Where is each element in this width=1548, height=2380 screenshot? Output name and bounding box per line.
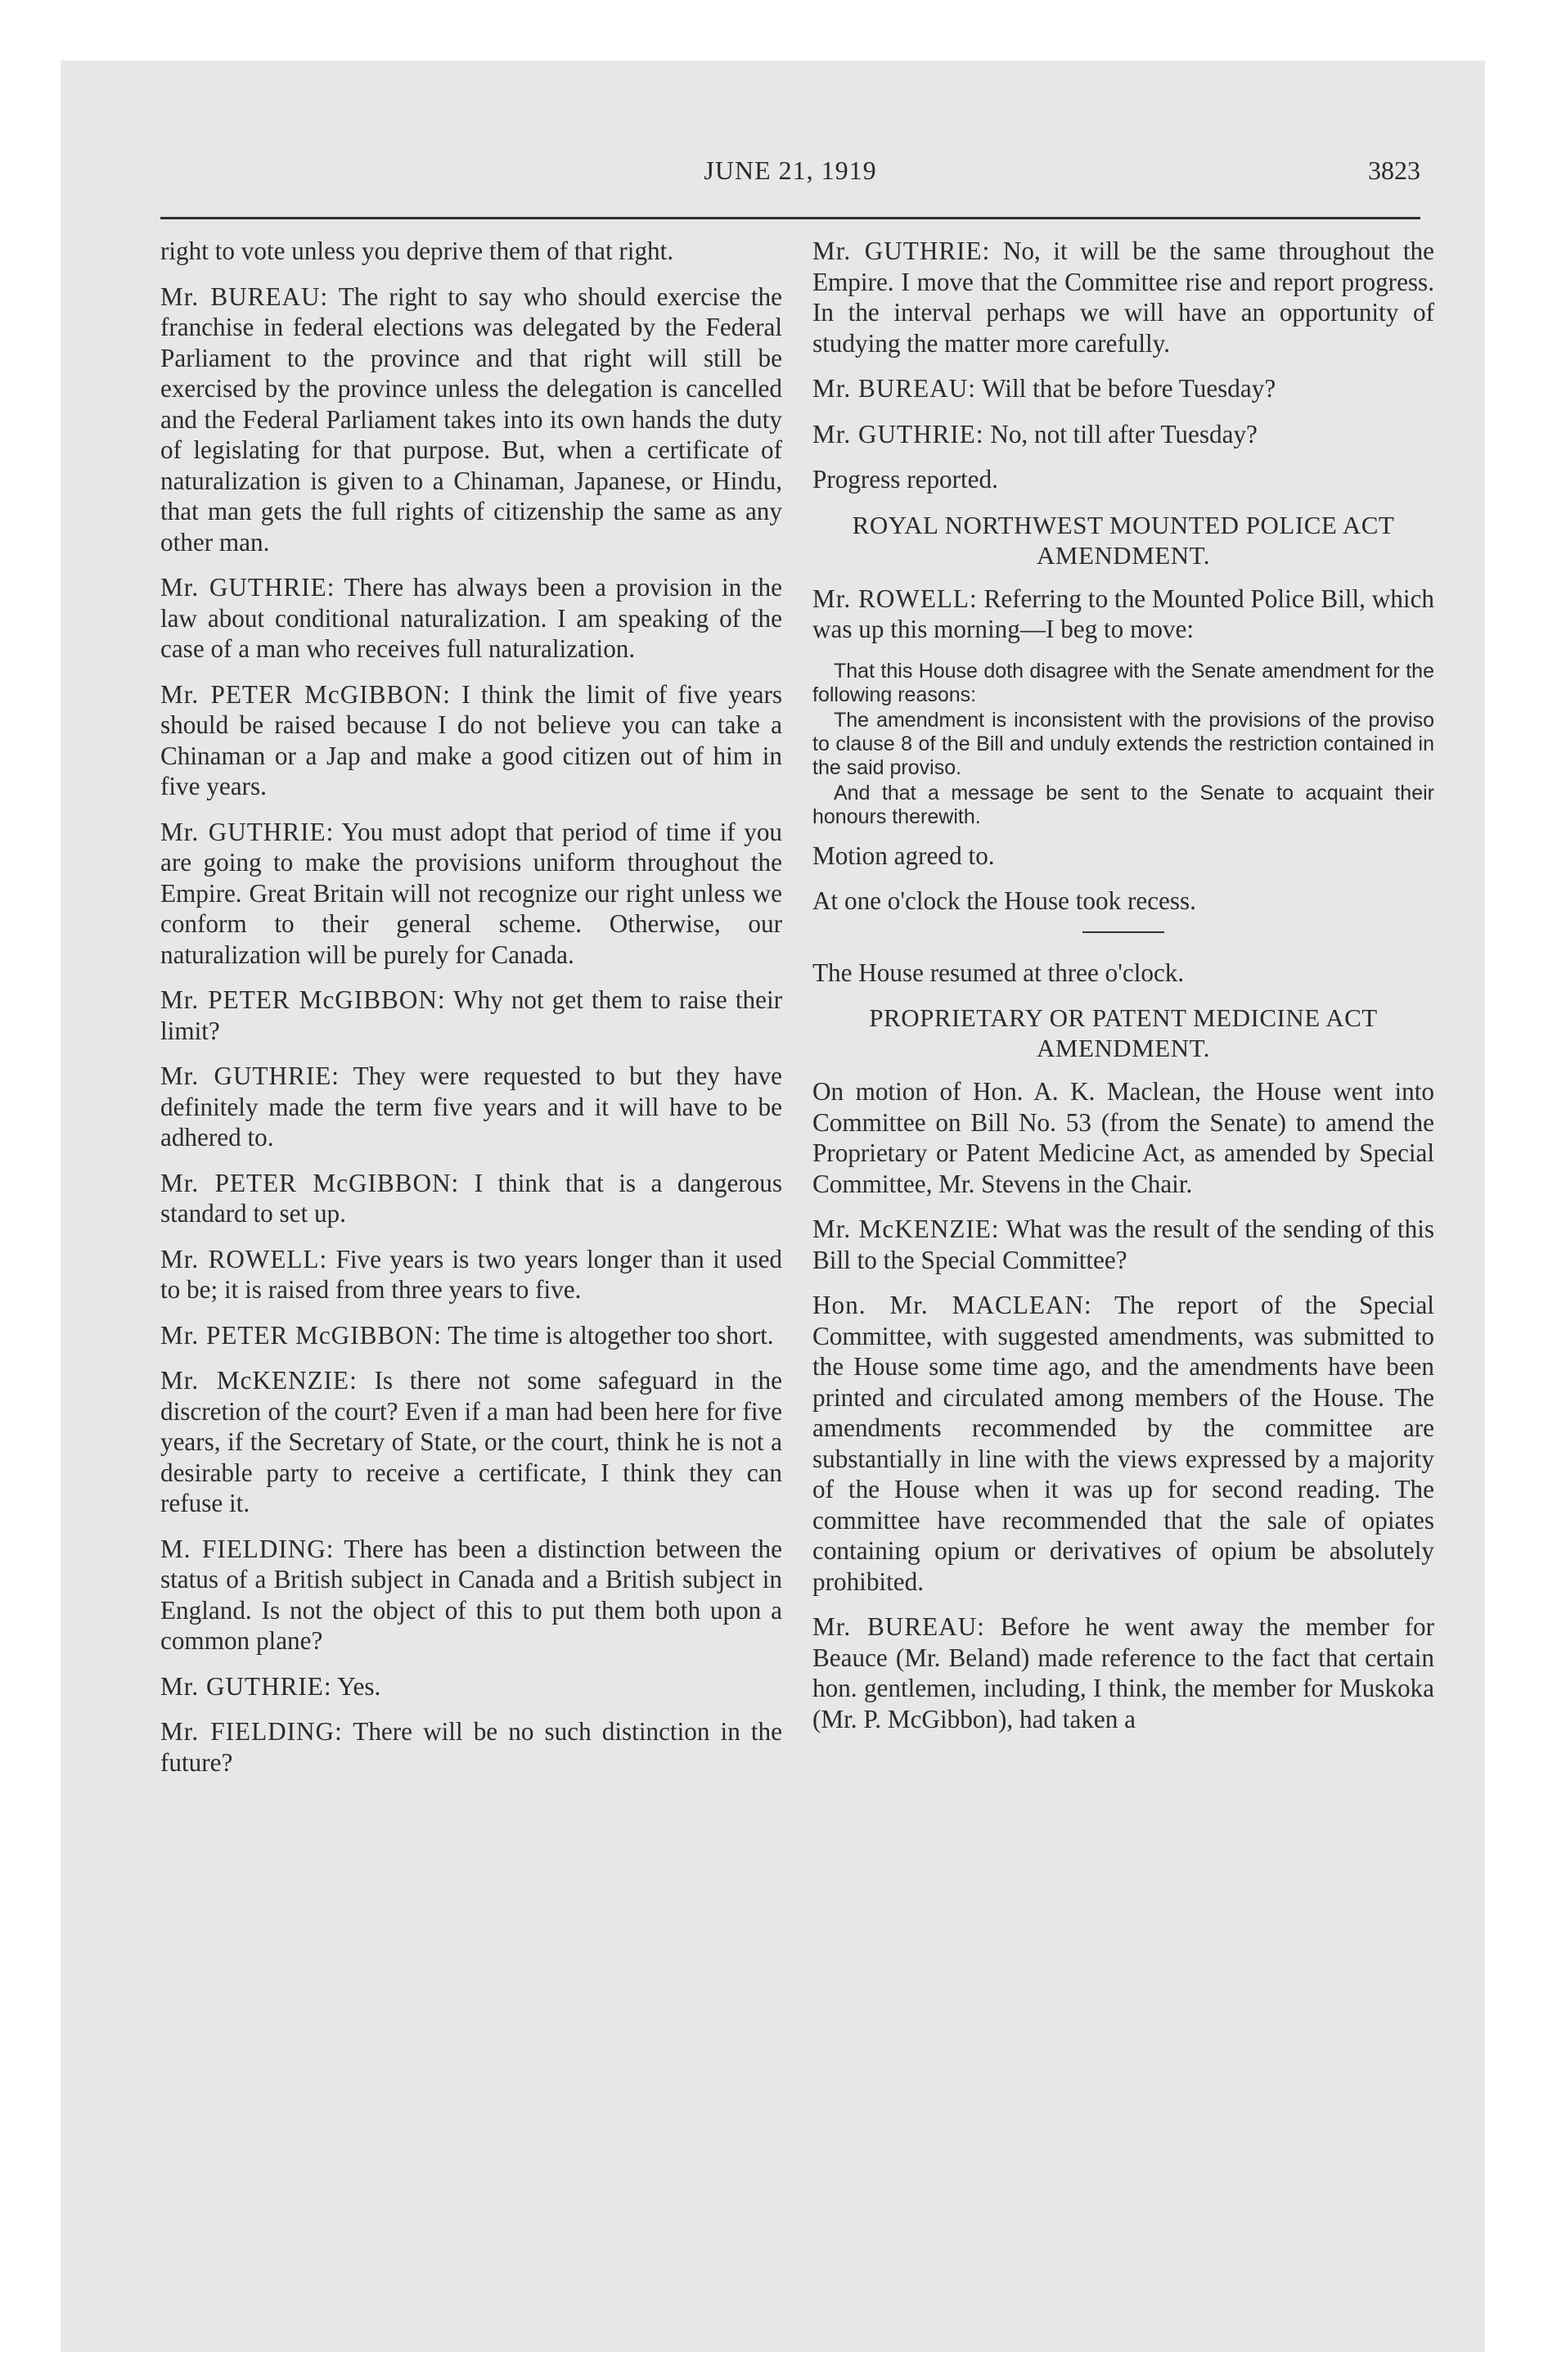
page-header xyxy=(160,156,1420,196)
motion-line: The amendment is inconsistent with the provisions of the proviso to clause 8 of the Bill and unduly extends the restriction contained in the said proviso. xyxy=(812,708,1434,779)
header-rule xyxy=(160,217,1420,219)
paragraph: Mr. BUREAU: The right to say who should exercise the franchise in federal elections was delegated by the Federal Parliament to the province and that right will still be exercised by the province unless the delegation is cancelled and the Federal Parliament takes into its own hands the duty of legislating for that purpose. But, when a certificate of naturalization is given to a Chinaman, Japanese, or Hindu, that man gets the full rights of citizenship the same as any other man. xyxy=(160,282,782,557)
speaker: Mr. McKENZIE: xyxy=(812,1215,1000,1243)
motion-agreed: Motion agreed to. xyxy=(812,841,995,870)
paragraph: Mr. GUTHRIE: Yes. xyxy=(160,1671,381,1701)
paragraph: Mr. GUTHRIE: They were requested to but they have definitely made the term five years and it will have to be adhered to. xyxy=(160,1062,782,1152)
paragraph: Mr. GUTHRIE: No, it will be the same throughout the Empire. I move that the Committee rise and report progress. In the interval perhaps we will have an opportunity of studying the matter more carefully. xyxy=(812,237,1434,358)
speaker: Mr. GUTHRIE: xyxy=(160,817,335,846)
paragraph: right to vote unless you deprive them of that right. xyxy=(160,237,674,265)
paragraph: Progress reported. xyxy=(812,465,998,494)
speaker: Mr. FIELDING: xyxy=(160,1717,343,1746)
paragraph: Mr. BUREAU: Before he went away the member for Beauce (Mr. Beland) made reference to the fact that certain hon. gentlemen, including, I think, the member for Muskoka (Mr. P. McGibbon), had taken a xyxy=(812,1612,1434,1733)
paragraph: Mr. PETER McGIBBON: I think the limit of five years should be raised because I do not believe you can take a Chinaman or a Jap and make a good citizen out of him in five years. xyxy=(160,679,782,800)
paragraph: Mr. GUTHRIE: There has always been a provision in the law about conditional naturalization. I am speaking of the case of a man who receives full naturalization. xyxy=(160,573,782,663)
paragraph: Mr. FIELDING: There will be no such distinction in the future? xyxy=(160,1717,782,1777)
motion-line: And that a message be sent to the Senate to acquaint their honours therewith. xyxy=(812,781,1434,828)
motion-text xyxy=(812,660,1434,829)
paragraph: Mr. PETER McGIBBON: The time is altogether too short. xyxy=(160,1320,774,1350)
paragraph: Mr. PETER McGIBBON: I think that is a dangerous standard to set up. xyxy=(160,1168,782,1228)
section-divider xyxy=(1082,931,1164,933)
motion-line: That this House doth disagree with the Senate amendment for the following reasons: xyxy=(812,659,1434,706)
speaker: Mr. PETER McGIBBON: xyxy=(160,1320,442,1350)
paragraph: Mr. McKENZIE: Is there not some safeguard in the discretion of the court? Even if a man had been here for five years, if the Secretary of State, or the court, think he is not a desirable party to receive a certificate, I think they can refuse it. xyxy=(160,1366,782,1517)
speaker: Mr. GUTHRIE: xyxy=(812,237,991,265)
paragraph: On motion of Hon. A. K. Maclean, the House went into Committee on Bill No. 53 (from the Senate) to amend the Proprietary or Patent Medicine Act, as amended by Special Committee, Mr. Stevens in the Chair. xyxy=(812,1077,1434,1198)
speaker: Mr. ROWELL: xyxy=(812,584,978,613)
paragraph: Mr. GUTHRIE: No, not till after Tuesday? xyxy=(812,419,1258,449)
paragraph: Mr. BUREAU: Will that be before Tuesday? xyxy=(812,374,1276,403)
section-heading-rnwmp: ROYAL NORTHWEST MOUNTED POLICE ACT AMENDMENT. xyxy=(852,510,1395,570)
header-date: JUNE 21, 1919 xyxy=(704,156,877,185)
speaker: Mr. GUTHRIE: xyxy=(160,1671,332,1701)
speaker: Mr. PETER McGIBBON: xyxy=(160,985,446,1014)
speaker: Mr. GUTHRIE: xyxy=(160,1062,340,1090)
paragraph: Mr. ROWELL: Five years is two years longer than it used to be; it is raised from three years to five. xyxy=(160,1244,783,1304)
speaker: Mr. McKENZIE: xyxy=(160,1366,358,1395)
speaker: Mr. BUREAU: xyxy=(812,1612,985,1641)
paragraph: Mr. ROWELL: Referring to the Mounted Police Bill, which was up this morning—I beg to move: xyxy=(812,584,1435,643)
speaker: Mr. GUTHRIE: xyxy=(160,573,335,602)
recess-note: At one o'clock the House took recess. xyxy=(812,886,1196,915)
speaker: Mr. PETER McGIBBON: xyxy=(160,1168,460,1197)
paragraph: Mr. GUTHRIE: You must adopt that period of time if you are going to make the provisions uniform throughout the Empire. Great Britain will not recognize our right unless we conform to their general scheme. Otherwise, our naturalization will be purely for Canada. xyxy=(160,817,783,969)
resumed-note: The House resumed at three o'clock. xyxy=(812,958,1185,987)
speaker: Hon. Mr. MACLEAN: xyxy=(812,1291,1092,1319)
speaker: Mr. ROWELL: xyxy=(160,1244,328,1273)
right-column xyxy=(812,236,1434,1749)
page-number: 3823 xyxy=(1368,156,1420,185)
section-heading-patent-medicine: PROPRIETARY OR PATENT MEDICINE ACT AMENDMENT. xyxy=(869,1003,1378,1062)
speaker: M. FIELDING: xyxy=(160,1534,335,1563)
paragraph: M. FIELDING: There has been a distinction between the status of a British subject in Canada and a British subject in England. Is not the object of this to put them both upon a common plane? xyxy=(160,1534,782,1655)
speaker: Mr. GUTHRIE: xyxy=(812,419,984,449)
left-column xyxy=(160,236,782,1792)
paragraph: Mr. PETER McGIBBON: Why not get them to raise their limit? xyxy=(160,985,783,1045)
speaker: Mr. BUREAU: xyxy=(812,374,976,403)
speaker: Mr. PETER McGIBBON: xyxy=(160,679,451,709)
paragraph: Hon. Mr. MACLEAN: The report of the Special Committee, with suggested amendments, was submitted to the House some time ago, and the amendments have been printed and circulated among members of the House. The amendments recommended by the committee are substantially in line with the views expressed by a majority of the House when it was up for second reading. The committee have recommended that the sale of opiates containing opium or derivatives of opium be absolutely prohibited. xyxy=(812,1291,1434,1596)
paragraph: Mr. McKENZIE: What was the result of the sending of this Bill to the Special Committee? xyxy=(812,1215,1434,1274)
speaker: Mr. BUREAU: xyxy=(160,282,329,311)
